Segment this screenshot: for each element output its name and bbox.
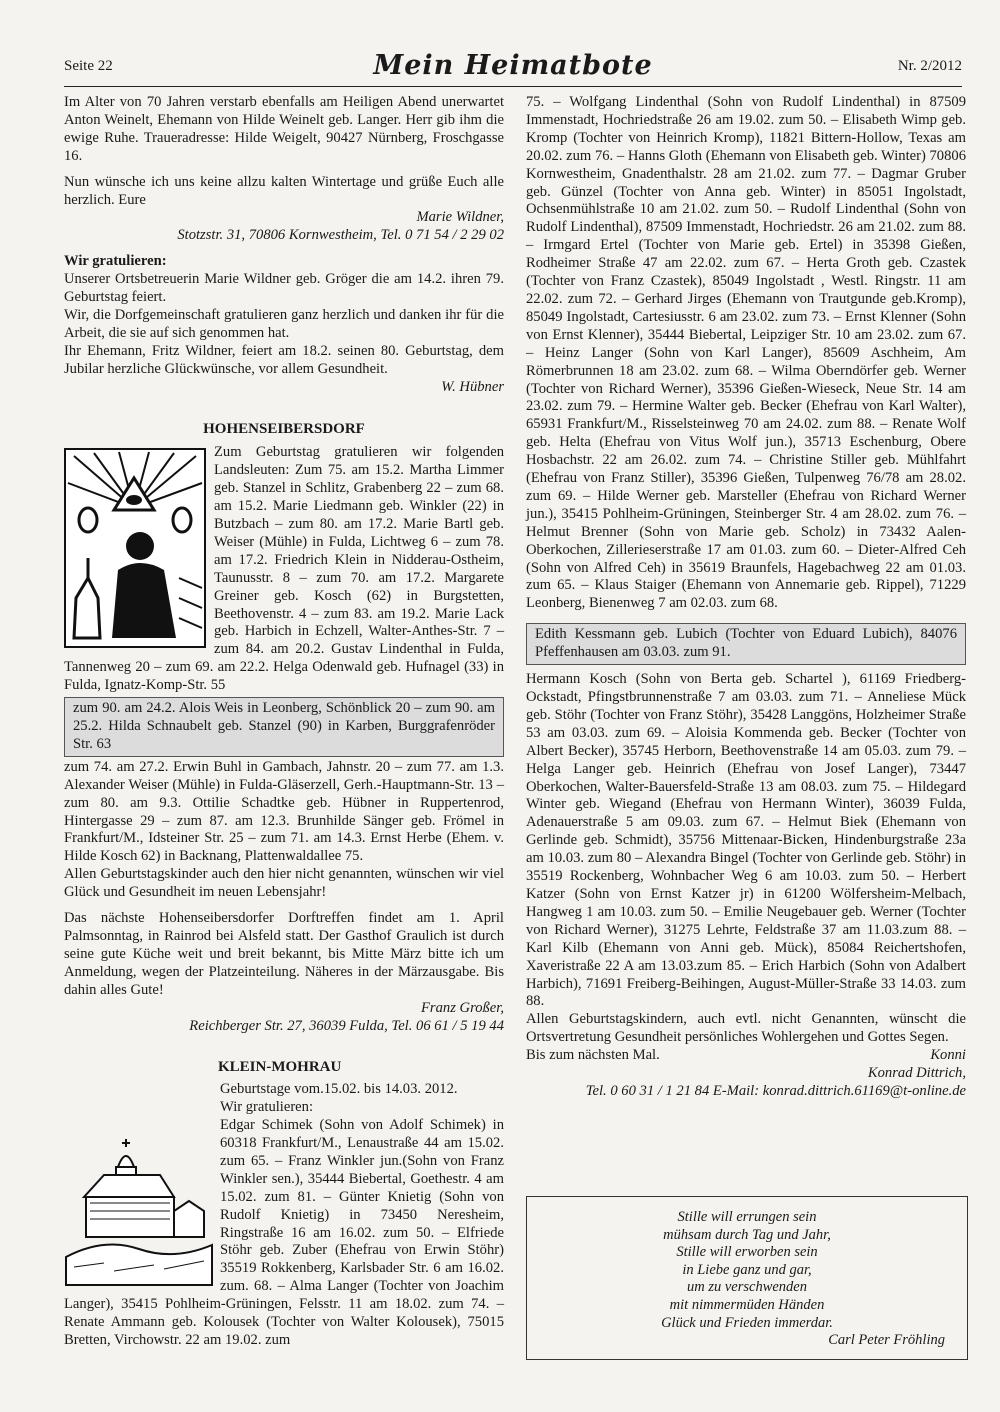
poem-line: Stille will erworben sein [676,1244,818,1261]
village-church-illustration [64,1137,214,1287]
greeting-paragraph: Nun wünsche ich uns keine allzu kalten Wintertage und grüße Euch alle herzlich. Eure [64,173,504,208]
poem-author: Carl Peter Fröhling [828,1332,945,1349]
klein-mohrau-dates: Geburtstage vom.15.02. bis 14.03. 2012. [220,1081,458,1098]
masthead: Mein Heimatbote [373,50,653,81]
left-column [64,94,504,1350]
header-rule [64,86,962,87]
birthday-list: Edgar Schimek (Sohn von Adolf Schimek) in 60318 Frankfurt/M., Lenaustraße 44 am 15.02. zum 65. – Franz Winkler jun.(Sohn von Franz Winkler sen.), 35444 Biebertal, Goethestr. 4 am 15.02. zum 81. – Günter Knietig (Sohn von Rudolf Knietig) in 73450 Neresheim, Ringstraße 16 am 16.02. zum 50. – Elfriede Stöhr geb. Zuber (Ehefrau von Erwin Stöhr) 35519 Rokkenberg, Karlsbader Str. 6 am 16.02. zum. 68. – Alma Langer (Tochter von Joachim Langer), 35415 Pohlheim-Grüningen, Felsstr. 11 am 18.02. zum 74. – Renate Ammann geb. Kolousek (Tochter von Walter Kolousek), 75015 Bretten, Virchowstr. 22 am 19.02. zum [64,1117,504,1348]
meeting-announcement: Das nächste Hohenseibersdorfer Dorftreffen findet am 1. April Palmsonntag, in Rainrod bei Alsfeld statt. Der Gasthof Graulich ist durch seine gute Küche weit und breit bekannt, bis Mitte März bitte ich um Anmeldung, wegen der Platzeinteilung. Näheres in der Märzausgabe. Bis dahin alles Gute! [64,910,504,998]
section-heading-klein-mohrau: KLEIN-MOHRAU [218,1059,342,1076]
wishes-text: Allen Geburtstagskindern, auch evtl. nicht Genannten, wünscht die Ortsvertretung Gesundheit persönliches Wohlergehen und Gottes Segen. [526,1011,966,1046]
congrats-signature: W. Hübner [441,378,504,395]
birthday-list: zum 74. am 27.2. Erwin Buhl in Gambach, Jahnstr. 20 – zum 77. am 1.3. Alexander Weiser (Mühle) in Fulda-Gläserzell, Gerh.-Hauptmann-Str. 13 – zum 80. am 9.3. Ottilie Schadtke geb. Hübner in Ruppertenrod, Hintergasse 29 – zum 87. am 12.3. Brunhilde Sänger geb. Frömel in Frankfurt/M., Idsteiner Str. 25 – zum 71. am 14.3. Ernst Herbe (Ehem. v. Hilde Kosch 62) in Backnang, Plattenwaldallee 75. [64,758,504,865]
poem-line: mühsam durch Tag und Jahr, [663,1226,831,1243]
greeting-signature: Marie Wildner, [416,209,504,226]
poem-line: um zu verschwenden [686,1279,807,1296]
klein-mohrau-intro: Wir gratulieren: [220,1099,314,1116]
announcement-address: Reichberger Str. 27, 36039 Fulda, Tel. 06 61 / 5 19 44 [189,1017,504,1034]
poem-box [526,1196,968,1360]
author-contact: Tel. 0 60 31 / 1 21 84 E-Mail: konrad.dittrich.61169@t-online.de [585,1082,966,1099]
page-header [64,50,962,82]
author-name: Konrad Dittrich, [867,1065,966,1082]
poem-line: mit nimmermüden Händen [669,1296,825,1313]
congrats-text: Wir, die Dorfgemeinschaft gratulieren ganz herzlich und danken ihr für die Arbeit, die sie auf sich genommen hat. [64,306,504,341]
highlight-box [526,623,966,665]
congrats-heading: Wir gratulieren: [64,253,167,270]
birthday-list: Zum Geburtstag gratulieren wir folgenden Landsleuten: Zum 75. am 15.2. Martha Limmer geb. Stanzel in Schlitz, Grabenberg 22 – zum 68. am 15.2. Marie Liedmann geb. Winkler (22) in Butzbach – zum 80. am 17.2. Marie Bartl geb. Weiser (Mühle) in Fulda, Lichtweg 6 – zum 78. am 17.2. Friedrich Klein in Nidderau-Ostheim, Taunusstr. 8 – zum 70. am 17.2. Margarete Greiner geb. Kosch (62) in Burgstetten, Beethovenstr. 4 – zum 83. am 19.2. Marie Lack geb. Harbich in Echzell, Walter-Anthes-Str. 7 – zum 84. am 20.2. Gustav Lindenthal in Fulda, Tannenweg 20 – zum 69. am 22.2. Helga Odenwald geb. Hufnagel (33) in Fulda, Ignatz-Komp-Str. 55 [64,444,504,694]
farewell-line [526,1047,966,1065]
greeting-address: Stotzstr. 31, 70806 Kornwestheim, Tel. 0 71 54 / 2 29 02 [177,227,504,244]
poem-line: Stille will errungen sein [677,1209,817,1225]
right-column [526,94,966,1101]
highlight-box [64,697,504,757]
poem-line: in Liebe ganz und gar, [682,1261,812,1278]
farewell-signature: Konni [930,1047,966,1064]
highlight-text: Edith Kessmann geb. Lubich (Tochter von Eduard Lubich), 84076 Pfeffenhausen am 03.03. zum 91. [535,626,957,661]
obituary-paragraph: Im Alter von 70 Jahren verstarb ebenfalls am Heiligen Abend unerwartet Anton Weinelt, Ehemann von Hilde Weinelt geb. Langer. Herr gib ihm die ewige Ruhe. Traueradresse: Hilde Weigelt, 90427 Nürnberg, Froschgasse 16. [64,94,504,164]
issue-number: Nr. 2/2012 [897,58,962,74]
poem-line: Glück und Frieden immerdar. [661,1314,833,1331]
section-heading-hohenseibersdorf: HOHENSEIBERSDORF [203,420,365,437]
announcement-signature: Franz Großer, [421,999,504,1016]
farewell-text: Bis zum nächsten Mal. [526,1047,660,1064]
wishes-text: Allen Geburtstagskinder auch den hier nicht genannten, wünschen wir viel Glück und Gesundheit im neuen Lebensjahr! [64,866,504,901]
birthday-list: 75. – Wolfgang Lindenthal (Sohn von Rudolf Lindenthal) in 87509 Immenstadt, Hochriedstraße 26 am 19.02. zum 50. – Elisabeth Wimp geb. Kromp (Tochter von Heinrich Kromp), 11821 Bittern-Hollow, Texas am 20.02. zum 76. – Hanns Gloth (Ehemann von Elisabeth geb. Winter) 70806 Kornwestheim, Gnadenthalstr. 28 am 21.02. zum 77. – Dagmar Gruber geb. Günzel (Tochter von Anna geb. Winter) in 85051 Ingolstadt, Ochsenmühlstraße 10 am 21.02. zum 50. – Rudolf Lindenthal (Sohn von Rudolf Lindenthal), 87509 Immenstadt, Hochriedstr. 26 am 21.02. zum 88. – Irmgard Ertel (Tochter von Marie geb. Ertel) in 35398 Gießen, Rodheimer Straße 47 am 22.02. zum 67. – Herta Groth geb. Czastek (Tochter von Franz Czastek), 85049 Ingolstadt , Westl. Ringstr. 11 am 22.02. zum 72. – Gerhard Jirges (Ehemann von Trautgunde geb.Kromp), 85049 Ingolstadt, Cartesiusstr. 6 am 23.02. zum 73. – Ernst Klenner (Sohn von Ernst Klenner), 35444 Biebertal, Leipziger Str. 10 am 23.02. zum 67. – Heinz Langer (Sohn von Karl Langer), 85609 Aschheim, Am Römerbrunnen 18 am 23.02. zum 68. – Wilma Oberndörfer geb. Werner (Tochter von Richard Werner), 35396 Gießen-Wieseck, Neue Str. 14 am 23.02. zum 79. – Hermine Walter geb. Becker (Ehefrau von Karl Walter), 65931 Frankfurt/M., Risselsteinweg 70 am 24.02. zum 88. – Renate Wolf geb. Helta (Ehefrau von Vitus Wolf jun.), 35713 Eschenburg, Obere Hosbachstr. 22 am 26.02. zum 74. – Christine Stiller geb. Mühlfahrt (Ehefrau von Franz Stiller), 35396 Gießen, Tulpenweg 76/78 am 28.02. zum 69. – Hilde Werner geb. Marsteller (Ehefrau von Richard Werner jun.), 35415 Pohlheim-Grüningen, Steinberger Str. 4 am 28.02. zum 76. – Helmut Brenner (Sohn von Marie geb. Scholz) in 73432 Aalen-Oberkochen, Zillerieserstraße 17 am 01.03. zum 60. – Dieter-Alfred Ceh (Sohn von Alfred Ceh) in 35619 Braunfels, Hagebachweg 22 am 01.03. zum 65. – Klaus Staiger (Ehemann von Annemarie geb. Rippel), 71229 Leonberg, Bienenweg 7 am 02.03. zum 68. [526,94,966,612]
woodcut-illustration [64,448,206,648]
highlight-text: zum 90. am 24.2. Alois Weis in Leonberg, Schönblick 20 – zum 90. am 25.2. Hilda Schnaubelt geb. Stanzel (90) in Karben, Burggrafenröder Str. 63 [73,700,495,752]
birthday-list: Hermann Kosch (Sohn von Berta geb. Schartel ), 61169 Friedberg-Ockstadt, Pfingstbrunnenstraße 7 am 03.03. zum 71. – Anneliese Mück geb. Stöhr (Tochter von Franz Stöhr), 35428 Langgöns, Holzheimer Straße 53 am 03.03. zum 69. – Aloisia Kommenda geb. Becker (Tochter von Albert Becker), 35745 Herborn, Beethovenstraße 14 am 05.03. zum 79. – Helga Langer geb. Heinrich (Ehefrau von Josef Langer), 73447 Oberkochen, Walter-Bauersfeld-Straße 13 am 08.03. zum 75. – Hildegard Winter geb. Wiegand (Ehefrau von Hermann Winter), 36039 Fulda, Adenauerstraße 5 am 09.03. zum 67. – Helmut Biek (Ehemann von Gerlinde geb. Schmidt), 35756 Mittenaar-Bicken, Hindenburgstraße 23a am 10.03. zum 80 – Alexandra Bingel (Tochter von Gerlinde geb. Stöhr) in 35519 Rockenberg, Wohnbacher Weg 6 am 10.03. zum 50. – Herbert Katzer (Sohn von Ernst Katzer jr) in 61200 Wölfersheim-Melbach, Hangweg 1 am 10.03. zum 50. – Emilie Neugebauer geb. Werner (Tochter von Richard Werner), 31275 Lehrte, Feldstraße 37 am 11.03.zum 88. – Karl Kilb (Ehemann von Anni geb. Mück), 85084 Reichertshofen, Xaveristraße 22 A am 13.03.zum 85. – Erich Harbich (Sohn von Adalbert Harbich), 71691 Freiberg-Beihingen, August-Müller-Straße 33 14.03. zum 88. [526,671,966,1010]
congrats-text: Ihr Ehemann, Fritz Wildner, feiert am 18.2. seinen 80. Geburtstag, dem Jubilar herzliche Glückwünsche, vor allem Gesundheit. [64,342,504,377]
congrats-text: Unserer Ortsbetreuerin Marie Wildner geb. Gröger die am 14.2. ihren 79. Geburtstag feiert. [64,271,504,306]
page-number: Seite 22 [64,58,113,74]
